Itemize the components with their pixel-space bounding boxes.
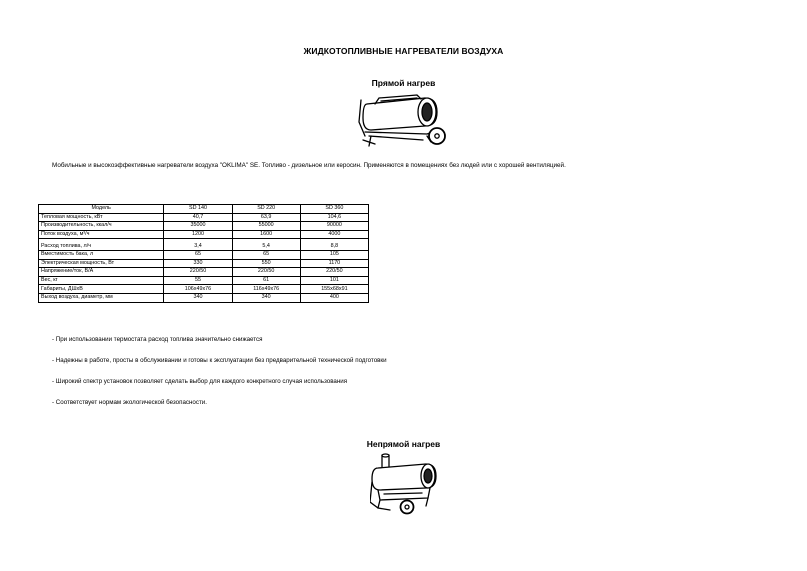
cell-value: 5,4 — [232, 239, 300, 251]
column-header: SD 140 — [164, 205, 232, 214]
cell-value: 1170 — [300, 259, 368, 268]
column-header: SD 220 — [232, 205, 300, 214]
row-label: Расход топлива, л/ч — [39, 239, 164, 251]
row-label: Электрическая мощность, Вт — [39, 259, 164, 268]
row-label: Производительность, ккал/ч — [39, 222, 164, 231]
cell-value: 55000 — [232, 222, 300, 231]
indirect-heater-illustration — [370, 452, 440, 518]
cell-value: 61 — [232, 276, 300, 285]
cell-value: 65 — [164, 250, 232, 259]
cell-value: 105 — [300, 250, 368, 259]
row-label: Напряжение/ток, В/А — [39, 268, 164, 277]
table-row — [39, 293, 369, 302]
cell-value: 90000 — [300, 222, 368, 231]
cell-value: 220/50 — [300, 268, 368, 277]
cell-value: 65 — [232, 250, 300, 259]
table-row — [39, 259, 369, 268]
cell-value: 220/50 — [164, 268, 232, 277]
feature-item: - При использовании термостата расход топлива значительно снижается — [52, 336, 263, 343]
section-title-indirect: Непрямой нагрев — [366, 439, 441, 449]
cell-value: 63,9 — [232, 213, 300, 222]
row-label: Тепловая мощность, кВт — [39, 213, 164, 222]
cell-value: 3,4 — [164, 239, 232, 251]
table-header-row — [39, 205, 369, 214]
cell-value: 4000 — [300, 230, 368, 239]
cell-value: 104,6 — [300, 213, 368, 222]
cell-value: 35000 — [164, 222, 232, 231]
page-title: ЖИДКОТОПЛИВНЫЕ НАГРЕВАТЕЛИ ВОЗДУХА — [303, 46, 504, 56]
table-row — [39, 276, 369, 285]
direct-heater-illustration — [357, 92, 449, 152]
cell-value: 400 — [300, 293, 368, 302]
row-label: Габариты, ДШхВ — [39, 285, 164, 294]
cell-value: 8,8 — [300, 239, 368, 251]
table-row — [39, 213, 369, 222]
cell-value: 155х68х91 — [300, 285, 368, 294]
cell-value: 116х49х76 — [232, 285, 300, 294]
feature-item: - Надежны в работе, просты в обслуживании и готовы к эксплуатации без предварительной технической подготовки — [52, 357, 387, 364]
cell-value: 40,7 — [164, 213, 232, 222]
section-title-direct: Прямой нагрев — [371, 78, 436, 88]
row-label: Вместимость бака, л — [39, 250, 164, 259]
column-header: SD 360 — [300, 205, 368, 214]
table-row — [39, 250, 369, 259]
cell-value: 101 — [300, 276, 368, 285]
cell-value: 330 — [164, 259, 232, 268]
row-label: Выход воздуха, диаметр, мм — [39, 293, 164, 302]
cell-value: 220/50 — [232, 268, 300, 277]
cell-value: 340 — [232, 293, 300, 302]
cell-value: 340 — [164, 293, 232, 302]
table-row — [39, 285, 369, 294]
feature-item: - Широкий спектр установок позволяет сделать выбор для каждого конкретного случая использования — [52, 378, 348, 385]
table-row — [39, 268, 369, 277]
table-row — [39, 222, 369, 231]
intro-text: Мобильные и высокоэффективные нагреватели воздуха "OKLIMA" SE. Топливо - дизельное или керосин. Применяются в помещениях без людей или с хорошей вентиляцией. — [52, 162, 566, 169]
cell-value: 106х49х76 — [164, 285, 232, 294]
specs-table — [38, 204, 369, 303]
cell-value: 1200 — [164, 230, 232, 239]
row-label: Вес, кг — [39, 276, 164, 285]
row-label: Поток воздуха, м³/ч — [39, 230, 164, 239]
cell-value: 55 — [164, 276, 232, 285]
table-row — [39, 239, 369, 251]
column-header: Модель — [39, 205, 164, 214]
feature-item: - Соответствует нормам экологической безопасности. — [52, 399, 207, 406]
cell-value: 1600 — [232, 230, 300, 239]
cell-value: 550 — [232, 259, 300, 268]
table-row — [39, 230, 369, 239]
